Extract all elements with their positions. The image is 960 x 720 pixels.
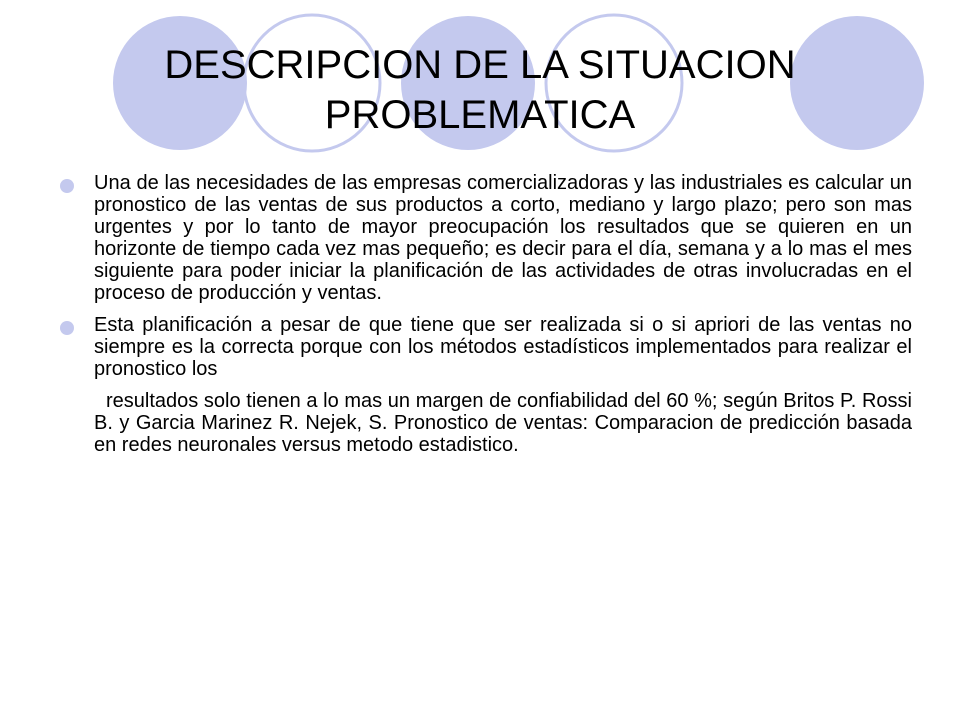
slide-title — [60, 40, 900, 140]
bullet-text-2-continuation: resultados solo tienen a lo mas un margen de confiabilidad del 60 %; según Britos P. Rossi B. y Garcia Marinez R. Nejek, S. Pronostico de ventas: Comparacion de predicción basada en redes neuronales versus metodo estadistico. — [94, 390, 912, 456]
bullet-list — [60, 172, 912, 466]
bullet-item-1 — [60, 172, 912, 304]
bullet-text-2: Esta planificación a pesar de que tiene que ser realizada si o si apriori de las ventas no siempre es la correcta porque con los métodos estadísticos implementados para realizar el pronostico los — [94, 314, 912, 380]
bullet-dot-icon — [60, 179, 74, 193]
title-line-1: DESCRIPCION DE LA SITUACION — [164, 43, 796, 87]
bullet-dot-icon — [60, 321, 74, 335]
title-line-2: PROBLEMATICA — [324, 93, 636, 137]
bullet-item-2 — [60, 314, 912, 456]
bullet-text-1: Una de las necesidades de las empresas comercializadoras y las industriales es calcular un pronostico de las ventas de sus productos a corto, mediano y largo plazo; pero son mas urgentes y por lo tanto de mayor preocupación los resultados que se quieren en un horizonte de tiempo cada vez mas pequeño; es decir para el día, semana y a lo mas el mes siguiente para poder iniciar la planificación de las actividades de otras involucradas en el proceso de producción y ventas. — [94, 172, 912, 304]
